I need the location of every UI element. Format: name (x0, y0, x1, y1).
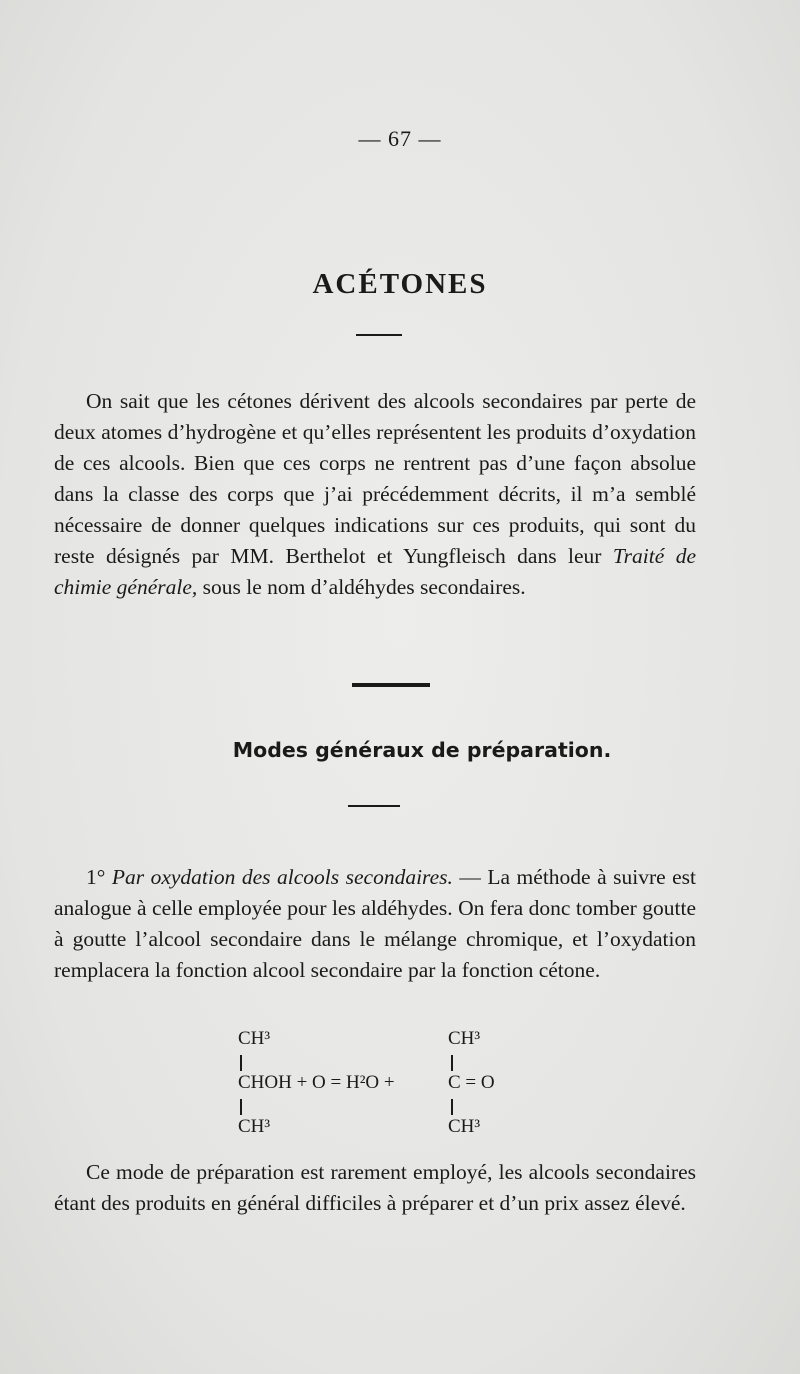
intro-italic-title: Traité de chimie générale, (54, 544, 696, 599)
formula-left-bottom: CH³ (238, 1116, 271, 1137)
formula-bond (240, 1055, 242, 1071)
method1-paragraph (54, 862, 696, 986)
intro-end: sous le nom d’aldéhydes secondaires. (197, 575, 526, 599)
title-rule (356, 334, 402, 336)
closing-paragraph (54, 1157, 696, 1219)
page-number: — 67 — (358, 126, 442, 151)
method1-number: 1° (86, 865, 106, 889)
formula-right-bottom: CH³ (448, 1116, 481, 1137)
intro-paragraph (54, 386, 696, 603)
formula-bond (451, 1055, 453, 1071)
formula-bond (451, 1099, 453, 1115)
formula-left-mid: CHOH + O = H²O + (238, 1072, 395, 1093)
section-title: Modes généraux de préparation. (232, 738, 612, 762)
chapter-title: ACÉTONES (312, 268, 488, 300)
section-rule (348, 805, 400, 807)
formula-left-top: CH³ (238, 1028, 271, 1049)
method1-heading: Par oxydation des alcools secondaires. (111, 865, 453, 889)
formula-right-mid: C = O (448, 1072, 495, 1093)
formula-right-top: CH³ (448, 1028, 481, 1049)
method1-text: — La méthode à suivre est analogue à celle employée pour les aldéhydes. On fera donc tomber goutte à goutte l’alcool secondaire dans le mélange chromique, et l’oxydation remplacera la fonction alcool secondaire par la fonction cétone. (54, 865, 697, 982)
closing-text: Ce mode de préparation est rarement employé, les alcools secondaires étant des produits en général difficiles à préparer et d’un prix assez élevé. (54, 1160, 696, 1215)
section-divider (352, 683, 430, 687)
formula-bond (240, 1099, 242, 1115)
intro-text: On sait que les cétones dérivent des alcools secondaires par perte de deux atomes d’hydrogène et qu’elles représentent les produits d’oxydation de ces alcools. Bien que ces corps ne rentrent pas d’une façon absolue dans la classe des corps que j’ai précédemment décrits, il m’a semblé nécessaire de donner quelques indications sur ces produits, qui sont du reste désignés par MM. Berthelot et Yungfleisch dans leur (54, 389, 696, 568)
